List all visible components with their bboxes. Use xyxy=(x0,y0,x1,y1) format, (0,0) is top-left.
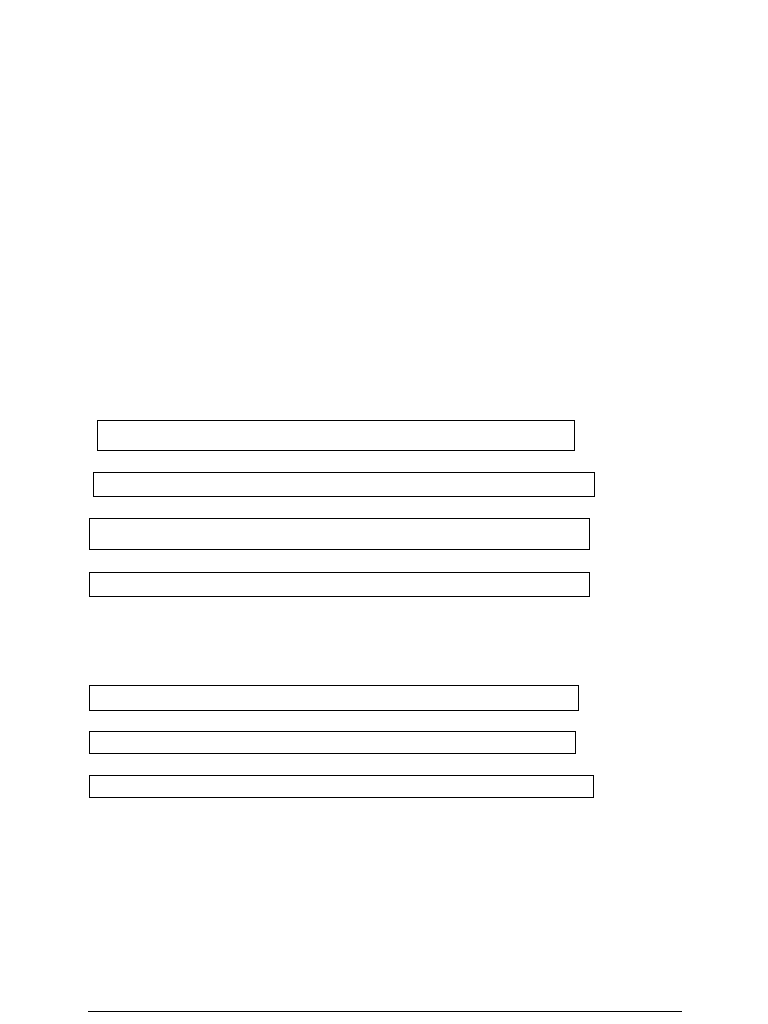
answer-line[interactable] xyxy=(88,1011,682,1012)
